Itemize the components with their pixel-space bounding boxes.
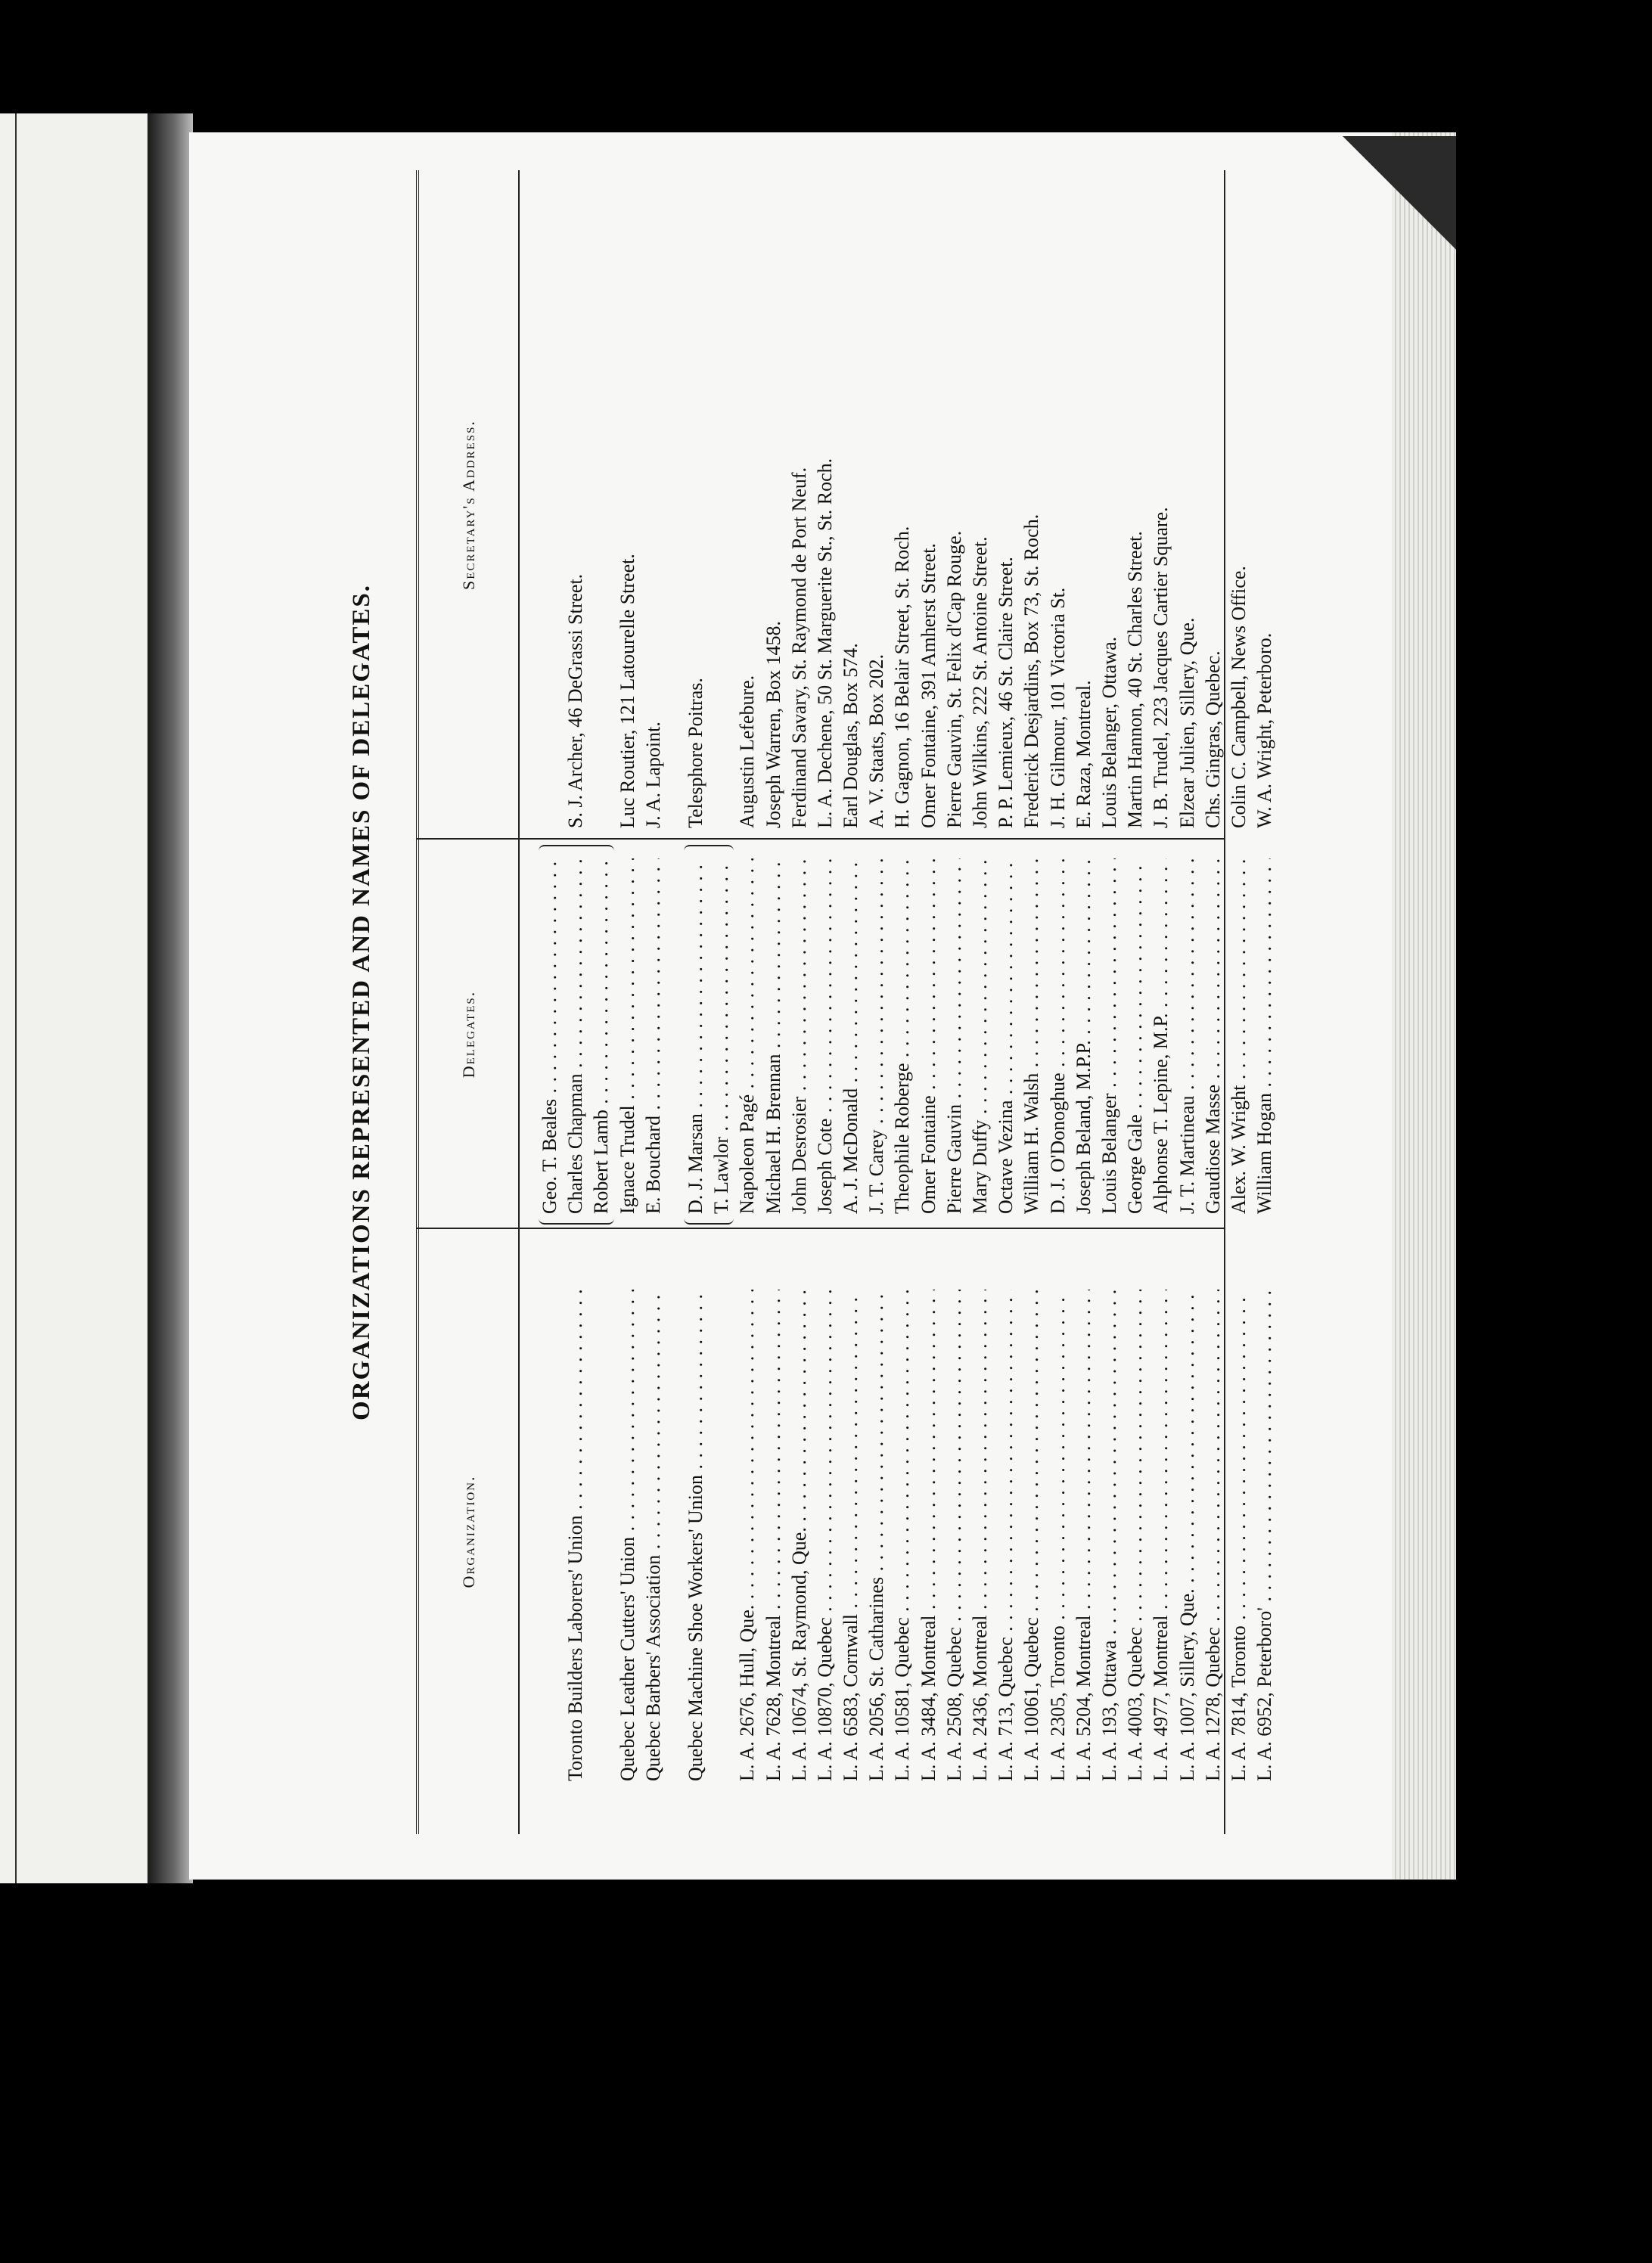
- delegate-name: J. T. Martineau . . .: [1175, 858, 1200, 1214]
- secretary-address: Louis Belanger, Ottawa.: [1098, 636, 1120, 828]
- table-row: [864, 170, 890, 1834]
- table-row: [890, 170, 915, 1834]
- group-brace: [539, 845, 614, 854]
- secretary-address: Luc Routier, 121 Latourelle Street.: [616, 554, 638, 828]
- delegate-name: George Gale . . .: [1123, 858, 1148, 1214]
- group-brace: [684, 845, 734, 854]
- secretary-address: Pierre Gauvin, St. Felix d'Cap Rouge.: [942, 530, 965, 828]
- organization-name: L. A. 6583, Cornwall . . .: [838, 1290, 864, 1781]
- table-row: [641, 170, 666, 1834]
- secretary-address: Telesphore Poitras.: [684, 678, 706, 828]
- secretary-address: E. Raza, Montreal.: [1072, 680, 1095, 828]
- delegate-name: A. J. McDonald . . .: [838, 858, 864, 1214]
- table-row: [1252, 170, 1278, 1834]
- page-corner: [1343, 136, 1456, 250]
- table-row: [1148, 170, 1174, 1834]
- delegate-name: E. Bouchard . . .: [641, 858, 666, 1214]
- organization-name: L. A. 2056, St. Catharines . . .: [864, 1290, 890, 1781]
- secretary-address: Chs. Gingras, Quebec.: [1201, 650, 1224, 828]
- secretary-address: J. A. Lapoint.: [641, 722, 664, 828]
- delegate-name: Napoleon Pagé . . .: [734, 858, 760, 1214]
- organization-name: L. A. 10674, St. Raymond, Que. . . .: [787, 1290, 812, 1781]
- organization-name: L. A. 3484, Montreal . . .: [916, 1290, 942, 1781]
- organization-name: L. A. 4977, Montreal . . .: [1148, 1290, 1174, 1781]
- delegate-name: Gaudiose Masse . . .: [1200, 858, 1226, 1214]
- secretary-address: J. B. Trudel, 223 Jacques Cartier Square.: [1150, 507, 1172, 828]
- table-body: [537, 170, 1278, 1834]
- secretary-address: Ferdinand Savary, St. Raymond de Port Neuf.: [787, 467, 810, 828]
- organization-name: L. A. 2508, Quebec . . .: [942, 1290, 967, 1781]
- secretary-address: Colin C. Campbell, News Office.: [1227, 566, 1250, 828]
- delegate-name: Louis Belanger . . .: [1097, 858, 1123, 1214]
- organization-name: L. A. 7814, Toronto . . .: [1226, 1290, 1252, 1781]
- delegate-name: Omer Fontaine . . .: [916, 858, 942, 1214]
- delegate-name: D. J. O'Donoghue . . .: [1045, 858, 1071, 1214]
- row-gap: [666, 170, 683, 1834]
- table-row: [993, 170, 1019, 1834]
- table-row: [967, 170, 993, 1834]
- table-row: [709, 170, 734, 1834]
- organization-name: Quebec Machine Shoe Workers' Union . . .: [683, 1290, 709, 1781]
- secretary-address: H. Gagnon, 16 Belair Street, St. Roch.: [891, 526, 914, 828]
- delegate-name: Charles Chapman . . .: [563, 858, 588, 1214]
- delegate-name: Ignace Trudel . . .: [615, 858, 641, 1214]
- delegate-name: William H. Walsh . . .: [1019, 858, 1045, 1214]
- secretary-address: Joseph Warren, Box 1458.: [762, 620, 784, 828]
- table-row: [734, 170, 760, 1834]
- table-row: [942, 170, 967, 1834]
- rotated-content: [348, 170, 1276, 1834]
- organization-name: L. A. 4003, Quebec . . .: [1123, 1290, 1148, 1781]
- secretary-address: P. P. Lemieux, 46 St. Claire Street.: [995, 557, 1017, 828]
- table-top-rule: [416, 170, 419, 1834]
- local-assembly-rows: [734, 170, 1278, 1834]
- secretary-address: Frederick Desjardins, Box 73, St. Roch.: [1020, 514, 1043, 828]
- table-row: [1097, 170, 1123, 1834]
- delegate-name: John Desrosier . . .: [787, 858, 812, 1214]
- secretary-address: Martin Hannon, 40 St. Charles Street.: [1124, 531, 1147, 828]
- secretary-address: L. A. Dechene, 50 St. Marguerite St., St. Roch.: [813, 458, 836, 828]
- organization-name: L. A. 713, Quebec . . .: [993, 1290, 1019, 1781]
- organization-name: L. A. 10581, Quebec . . .: [890, 1290, 915, 1781]
- previous-page-rule: [15, 113, 17, 1883]
- organization-name: Quebec Leather Cutters' Union . . .: [615, 1290, 641, 1781]
- delegate-name: Alphonse T. Lepine, M.P. . . .: [1148, 858, 1174, 1214]
- delegate-name: Octave Vezina . . .: [993, 858, 1019, 1214]
- secretary-address: S. J. Archer, 46 DeGrassi Street.: [564, 573, 587, 828]
- organization-name: L. A. 1007, Sillery, Que. . . .: [1175, 1290, 1200, 1781]
- organization-name: L. A. 6952, Peterboro' . . .: [1252, 1290, 1278, 1781]
- secretary-address: John Wilkins, 222 St. Antoine Street.: [969, 536, 991, 828]
- delegate-name: J. T. Carey . . .: [864, 858, 890, 1214]
- table-row: [1019, 170, 1045, 1834]
- delegate-name: Mary Duffy . . .: [967, 858, 993, 1214]
- delegate-name: Robert Lamb . . .: [588, 858, 614, 1214]
- organization-name: L. A. 10061, Quebec . . .: [1019, 1290, 1045, 1781]
- header-address: Secretary's Address.: [459, 420, 478, 590]
- table-row: [1071, 170, 1097, 1834]
- secretary-address: Elzear Julien, Sillery, Que.: [1175, 617, 1198, 828]
- previous-page: [0, 113, 148, 1883]
- organization-name: Toronto Builders Laborers' Union . . .: [563, 1290, 588, 1781]
- organization-name: L. A. 5204, Montreal . . .: [1071, 1290, 1097, 1781]
- table-row: [1123, 170, 1148, 1834]
- delegate-name: Joseph Cote . . .: [812, 858, 838, 1214]
- table-row: [1045, 170, 1071, 1834]
- organization-name: L. A. 2305, Toronto . . .: [1045, 1290, 1071, 1781]
- delegate-name: Geo. T. Beales . . .: [537, 858, 563, 1214]
- table-row: [615, 170, 641, 1834]
- table-row: [683, 170, 709, 1834]
- table-row: [916, 170, 942, 1834]
- header-delegates: Delegates.: [459, 990, 478, 1079]
- secretary-address: J. H. Gilmour, 101 Victoria St.: [1046, 587, 1069, 828]
- delegate-name: T. Lawlor . . .: [709, 858, 734, 1214]
- delegate-name: Theophile Roberge . . .: [890, 858, 915, 1214]
- binding-shadow: [148, 113, 193, 1883]
- organization-name: L. A. 7628, Montreal . . .: [761, 1290, 787, 1781]
- delegate-name: D. J. Marsan . . .: [683, 858, 709, 1214]
- table-row: [588, 170, 614, 1834]
- organization-name: L. A. 193, Ottawa . . .: [1097, 1290, 1123, 1781]
- header-rule: [518, 170, 520, 1834]
- header-organization: Organization.: [459, 1475, 478, 1588]
- table-row: [1226, 170, 1252, 1834]
- secretary-address: Augustin Lefebure.: [736, 675, 759, 828]
- table-row: [1200, 170, 1226, 1834]
- organization-name: L. A. 2436, Montreal . . .: [967, 1290, 993, 1781]
- table-row: [838, 170, 864, 1834]
- secretary-address: Earl Douglas, Box 574.: [840, 643, 862, 828]
- secretary-address: Omer Fontaine, 391 Amherst Street.: [917, 543, 939, 828]
- delegate-name: Pierre Gauvin . . .: [942, 858, 967, 1214]
- group-brace: [539, 1215, 614, 1225]
- page-title: ORGANIZATIONS REPRESENTED AND NAMES OF DELEGATES.: [348, 584, 375, 1420]
- delegate-name: Joseph Beland, M.P.P. . . .: [1071, 858, 1097, 1214]
- table-row: [537, 170, 563, 1834]
- delegate-name: Michael H. Brennan . . .: [761, 858, 787, 1214]
- group-brace: [684, 1215, 734, 1225]
- delegate-name: William Hogan . . .: [1252, 858, 1278, 1214]
- organization-name: L. A. 10870, Quebec . . .: [812, 1290, 838, 1781]
- secretary-address: W. A. Wright, Peterboro.: [1253, 632, 1276, 828]
- secretary-address: A. V. Staats, Box 202.: [865, 653, 888, 828]
- delegates-table: [416, 170, 1276, 1834]
- table-row: [1175, 170, 1200, 1834]
- delegate-name: Alex. W. Wright . . .: [1226, 858, 1252, 1214]
- organization-name: L. A. 2676, Hull, Que. . . .: [734, 1290, 760, 1781]
- table-row: [761, 170, 787, 1834]
- table-row: [787, 170, 812, 1834]
- organization-name: Quebec Barbers' Association . . .: [641, 1290, 666, 1781]
- table-row: [563, 170, 588, 1834]
- organization-name: L. A. 1278, Quebec . . .: [1200, 1290, 1226, 1781]
- table-row: [812, 170, 838, 1834]
- page-edges: [1392, 132, 1456, 1880]
